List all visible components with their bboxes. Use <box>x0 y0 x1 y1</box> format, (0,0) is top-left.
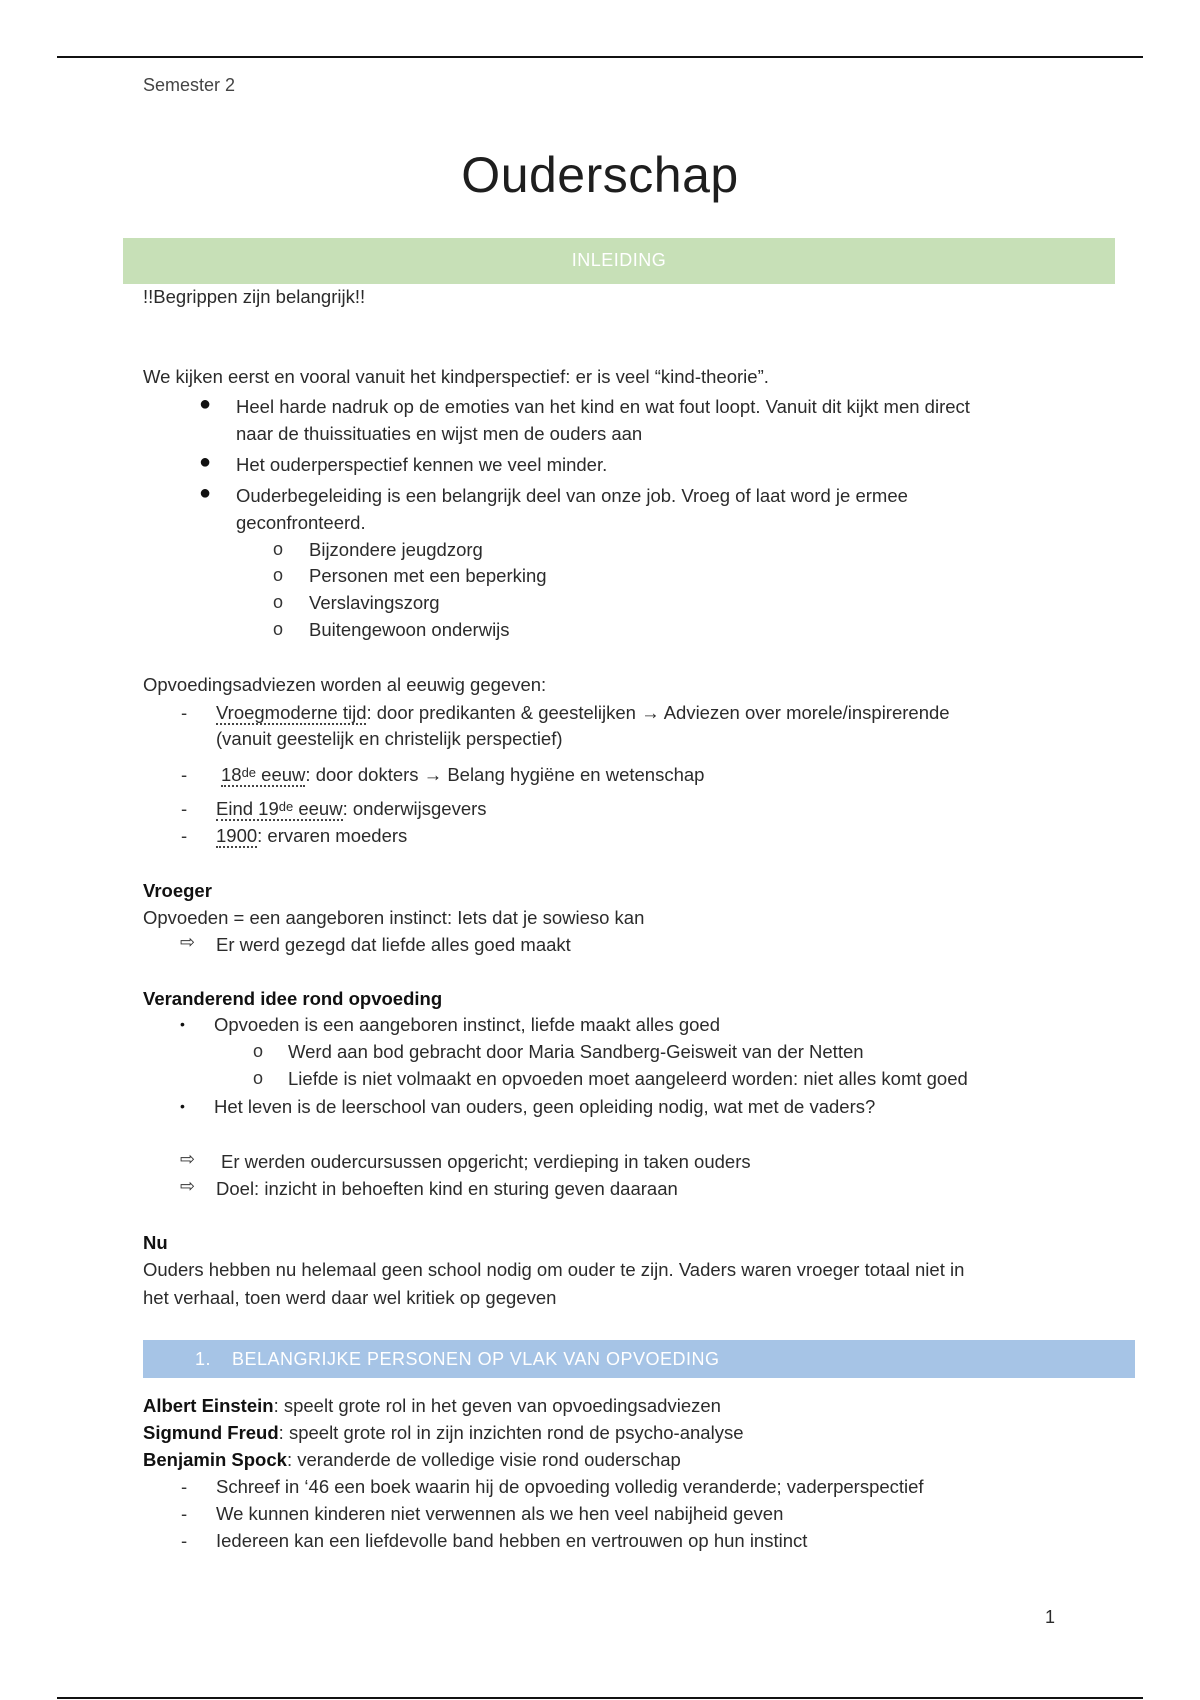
person-freud <box>143 1422 743 1444</box>
bullet-marker: ● <box>199 482 212 504</box>
dash-marker: - <box>181 702 188 723</box>
nu-line-2: het verhaal, toen werd daar wel kritiek op gegeven <box>143 1287 557 1308</box>
veranderend-bullet-1: Opvoeden is een aangeboren instinct, liefde maakt alles goed <box>214 1014 721 1035</box>
person-description: : speelt grote rol in het geven van opvoedingsadviezen <box>273 1395 721 1416</box>
bottom-rule <box>57 1697 1143 1699</box>
veranderend-sub-2: Liefde is niet volmaakt en opvoeden moet aangeleerd worden: niet alles komt goed <box>288 1068 968 1089</box>
page-number: 1 <box>1045 1607 1056 1627</box>
subbullet-marker: o <box>273 565 284 585</box>
vroeger-heading <box>143 880 212 902</box>
advice-item-2-word: eeuw <box>256 764 306 785</box>
intro-bullet-1-line-1: Heel harde nadruk op de emoties van het kind en wat fout loopt. Vanuit dit kijkt men direct <box>236 396 970 417</box>
subbullet-marker: o <box>273 539 284 559</box>
person-description: : speelt grote rol in zijn inzichten rond de psycho-analyse <box>278 1422 744 1443</box>
veranderend-bullet-2: Het leven is de leerschool van ouders, geen opleiding nodig, wat met de vaders? <box>214 1096 876 1117</box>
advice-item-2-sup: de <box>241 765 257 780</box>
subbullet-marker: o <box>253 1041 264 1061</box>
intro-bullet-3-line-1: Ouderbegeleiding is een belangrijk deel van onze job. Vroeg of laat word je ermee <box>236 485 908 506</box>
veranderend-arrow-1: Er werden oudercursussen opgericht; verdieping in taken ouders <box>221 1151 751 1172</box>
intro-lead: We kijken eerst en vooral vanuit het kindperspectief: er is veel “kind-theorie”. <box>143 366 769 387</box>
section-1-heading: BELANGRIJKE PERSONEN OP VLAK VAN OPVOEDING <box>232 1349 720 1369</box>
dash-marker: - <box>181 764 188 785</box>
intro-subitem: Personen met een beperking <box>309 565 547 586</box>
subbullet-marker: o <box>253 1068 264 1088</box>
arrow-marker: ⇨ <box>180 932 196 952</box>
spock-point: Iedereen kan een liefdevolle band hebben en vertrouwen op hun instinct <box>216 1530 808 1551</box>
subbullet-marker: o <box>273 592 284 612</box>
nu-heading-text: Nu <box>143 1232 168 1253</box>
nu-heading <box>143 1232 168 1254</box>
bullet-marker: • <box>180 1016 185 1032</box>
vroeger-text: Opvoeden = een aangeboren instinct: Iets dat je sowieso kan <box>143 907 645 928</box>
bullet-marker: • <box>180 1098 185 1114</box>
bullet-marker: ● <box>199 393 212 415</box>
veranderend-heading <box>143 988 442 1010</box>
nu-line-1: Ouders hebben nu helemaal geen school nodig om ouder te zijn. Vaders waren vroeger totaal niet in <box>143 1259 965 1280</box>
subbullet-marker: o <box>273 619 284 639</box>
person-einstein <box>143 1395 721 1417</box>
advice-item-1-text: : door predikanten & geestelijken → Adviezen over morele/inspirerende <box>366 702 950 723</box>
dash-marker: - <box>181 798 188 819</box>
vroeger-heading-text: Vroeger <box>143 880 212 901</box>
dash-marker: - <box>181 1503 188 1524</box>
arrow-marker: ⇨ <box>180 1176 196 1196</box>
header-semester: Semester 2 <box>143 75 236 95</box>
advice-item-2-text: : door dokters → Belang hygiëne en wetenschap <box>305 764 705 785</box>
intro-bullet-3-line-2: geconfronteerd. <box>236 512 366 533</box>
advice-item-3-term <box>216 798 343 821</box>
advice-item-1-line-2: (vanuit geestelijk en christelijk perspectief) <box>216 728 563 749</box>
advice-item-3-word: eeuw <box>293 798 343 819</box>
person-description: : veranderde de volledige visie rond ouderschap <box>286 1449 681 1470</box>
spock-point: We kunnen kinderen niet verwennen als we hen veel nabijheid geven <box>216 1503 784 1524</box>
person-name: Sigmund Freud <box>143 1422 279 1443</box>
intro-bullet-1-line-2: naar de thuissituaties en wijst men de ouders aan <box>236 423 643 444</box>
spock-point: Schreef in ‘46 een boek waarin hij de opvoeding volledig veranderde; vaderperspectief <box>216 1476 924 1497</box>
intro-heading-band <box>123 238 1115 284</box>
intro-subitem: Buitengewoon onderwijs <box>309 619 510 640</box>
person-spock <box>143 1449 681 1471</box>
dash-marker: - <box>181 1530 188 1551</box>
advice-item-1 <box>216 702 950 724</box>
advice-item-3 <box>216 798 487 822</box>
person-name: Albert Einstein <box>143 1395 274 1416</box>
advice-item-2 <box>221 764 704 788</box>
advice-item-4-text: : ervaren moeders <box>257 825 408 846</box>
advice-item-3-text: : onderwijsgevers <box>342 798 487 819</box>
advice-item-4 <box>216 825 407 847</box>
section-1-heading-band <box>143 1340 1135 1378</box>
arrow-marker: ⇨ <box>180 1149 196 1169</box>
page-title: Ouderschap <box>461 147 739 203</box>
intro-subitem: Bijzondere jeugdzorg <box>309 539 483 560</box>
advice-lead: Opvoedingsadviezen worden al eeuwig gegeven: <box>143 674 547 695</box>
veranderend-heading-text: Veranderend idee rond opvoeding <box>143 988 443 1009</box>
vroeger-arrow-text: Er werd gezegd dat liefde alles goed maakt <box>216 934 571 955</box>
intro-note: !!Begrippen zijn belangrijk!! <box>143 286 366 307</box>
person-name: Benjamin Spock <box>143 1449 287 1470</box>
intro-subitem: Verslavingszorg <box>309 592 440 613</box>
veranderend-arrow-2: Doel: inzicht in behoeften kind en sturing geven daaraan <box>216 1178 678 1199</box>
veranderend-sub-1: Werd aan bod gebracht door Maria Sandberg-Geisweit van der Netten <box>288 1041 864 1062</box>
top-rule <box>57 56 1143 58</box>
bullet-marker: ● <box>199 451 212 473</box>
intro-heading: INLEIDING <box>571 250 667 270</box>
section-1-number: 1. <box>195 1349 212 1369</box>
advice-item-3-prefix: Eind 19 <box>216 798 279 819</box>
advice-item-2-number: 18 <box>221 764 242 785</box>
advice-item-2-term <box>221 764 305 787</box>
dash-marker: - <box>181 1476 188 1497</box>
dash-marker: - <box>181 825 188 846</box>
advice-item-1-term: Vroegmoderne tijd <box>216 702 367 723</box>
advice-item-3-sup: de <box>278 799 294 814</box>
advice-item-4-term: 1900 <box>216 825 258 846</box>
intro-bullet-2: Het ouderperspectief kennen we veel minder. <box>236 454 608 475</box>
